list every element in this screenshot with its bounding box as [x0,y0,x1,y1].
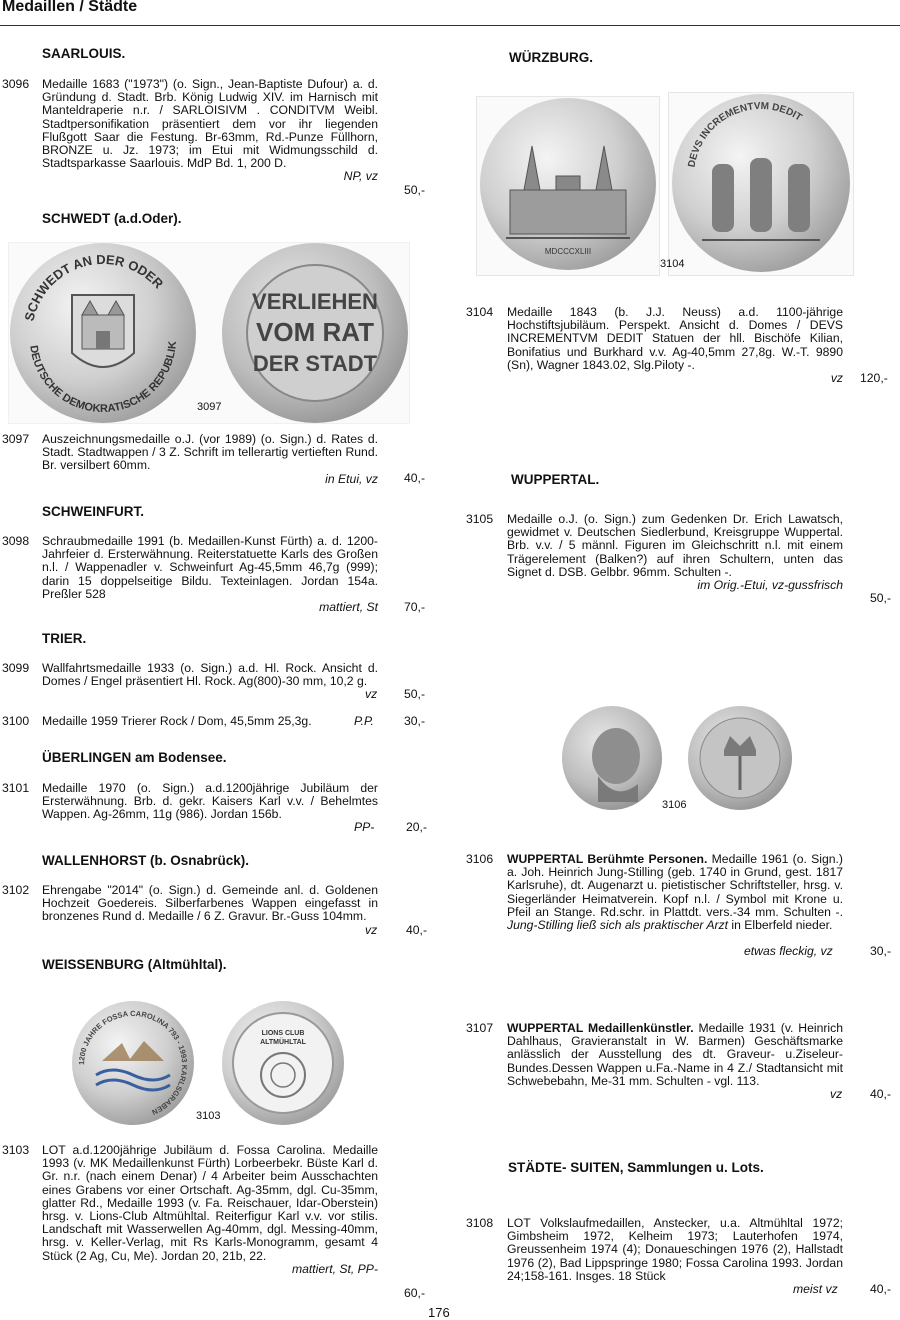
lot-price: 30,- [870,944,892,958]
lot-3108 [466,1217,898,1302]
lot-number: 3096 [2,77,30,91]
lot-description: Wallfahrtsmedaille 1933 (o. Sign.) a.d. Hl. Rock. Ansicht d. Domes / Engel präsentiert Hl. Rock. Ag(800)-30 mm, 10,2 g. [42,661,378,689]
caption-3103: 3103 [196,1110,221,1122]
coin-schwedt-reverse [222,243,408,423]
lot-description: Ehrengabe "2014" (o. Sign.) d. Gemeinde anl. d. Goldenen Hochzeit Goedereis. Silberfarbenes Wappen eingefasst in bronzenes Rund d. Medaille / 6 Z. Gravur. Br.-Guss 104mm. [42,883,378,924]
lot-3096 [2,78,432,198]
coin-wuerzburg-reverse [672,94,850,272]
lot-3103 [2,1144,432,1304]
svg-text:SCHWEDT AN DER ODER: SCHWEDT AN DER ODER [21,251,167,323]
coin-wuerzburg-obverse [480,98,656,270]
lot-number: 3099 [2,661,30,675]
lot-3104 [466,306,898,391]
lot-number: 3105 [466,512,494,526]
lot-description: Medaille 1931 (v. Heinrich Dahlhaus, Gravieranstalt in W. Barmen) Geschäftsmarke anlässlich der Ausstellung des dt. Graveur- u.Ziseleur- Bundes.Dessen Wappen u.Fa.-Name in 4 Z./ Stadtansicht mit Schwebebahn, Me-31 mm. Schulten - vgl. 113. [507,1021,843,1088]
lot-3097 [2,433,432,493]
svg-text:VERLIEHEN: VERLIEHEN [252,289,378,314]
coin-weissenburg-obverse [72,1001,194,1125]
svg-text:VOM RAT: VOM RAT [256,317,374,347]
coin-jung-stilling-obverse-art [562,706,662,810]
lot-description-end: in Elberfeld nieder. [728,918,833,933]
lot-price: 70,- [404,600,426,614]
lot-price: 30,- [404,714,426,728]
svg-text:LIONS CLUB: LIONS CLUB [261,1030,305,1037]
section-schwedt: SCHWEDT (a.d.Oder). [42,211,182,226]
svg-text:ALTMÜHLTAL: ALTMÜHLTAL [260,1039,306,1046]
lot-description: Medaille 1961 (o. Sign.) a. Joh. Heinrich Jung-Stilling (geb. 1740 in Grund, gest. 1817 Karlsruhe), dt. Augenarzt u. pietistischer Schriftsteller, hrsg. v. Siegerländer Heimatverein. Kopf n.l. / Symbol mit Krone u. Pfeil an Stange. Rd.schr. in Plattdt. vers.-34 mm. Schulten -. [507,852,843,919]
section-schweinfurt: SCHWEINFURT. [42,504,144,519]
lot-condition: vz [830,371,843,386]
lot-number: 3101 [2,781,30,795]
lot-number: 3100 [2,714,30,728]
lot-condition: vz [830,1087,843,1101]
lot-condition: im Orig.-Etui, vz-gussfrisch [697,578,843,593]
lot-3100 [2,715,432,731]
coin-weissenburg-reverse [222,1001,344,1125]
svg-text:MDCCCXLIII: MDCCCXLIII [544,247,592,256]
coin-wuerzburg-reverse-art [672,94,850,272]
lot-description: LOT Volkslaufmedaillen, Anstecker, u.a. Altmühltal 1972; Gimbsheim 1972, Kelheim 1973; Lauterhofen 1974, Greussenheim 1974 (4); Donaueschingen 1976 (2), Hallstadt 1976 (2), Bad Lippspringe 1980; Fossa Carolina 1993. Jordan 24;158-161. Insges. 18 Stück [507,1216,843,1283]
lot-price: 50,- [404,183,426,197]
lot-description: Medaille 1959 Trierer Rock / Dom, 45,5mm 25,3g. [42,714,312,728]
lot-3107 [466,1022,898,1102]
section-ueberlingen: ÜBERLINGEN am Bodensee. [42,750,227,765]
coin-weissenburg-obverse-art [72,1001,194,1125]
svg-text:DER STADT: DER STADT [252,351,378,376]
section-wuerzburg: WÜRZBURG. [509,50,593,65]
lot-price: 60,- [404,1286,426,1300]
section-staedte-suiten: STÄDTE- SUITEN, Sammlungen u. Lots. [508,1160,764,1175]
lot-3099 [2,662,432,707]
lot-3106 [466,853,898,963]
page-header [0,0,900,26]
lot-price: 50,- [404,687,426,701]
section-weissenburg: WEISSENBURG (Altmühltal). [42,957,227,972]
lot-number: 3103 [2,1143,30,1157]
lot-price: 50,- [870,591,892,605]
svg-text:DEUTSCHE DEMOKRATISCHE REPUBLI: DEUTSCHE DEMOKRATISCHE REPUBLIK [27,340,180,416]
section-wallenhorst: WALLENHORST (b. Osnabrück). [42,853,250,868]
lot-condition: mattiert, St, PP- [291,1261,378,1276]
svg-text:DEVS INCREMENTVM DEDIT: DEVS INCREMENTVM DEDIT [686,100,804,169]
lot-condition: meist vz [793,1282,838,1296]
lot-note: Jung-Stilling ließ sich als praktischer Arzt [507,918,729,933]
lot-3102 [2,884,432,944]
lot-number: 3104 [466,305,494,319]
coin-jung-stilling-reverse-art [688,706,792,810]
lot-price: 40,- [404,471,426,485]
section-saarlouis: SAARLOUIS. [42,46,126,61]
lot-number: 3102 [2,883,30,897]
coin-schwedt-obverse-art [10,243,196,423]
page-number: 176 [428,1305,450,1320]
lot-3098 [2,535,432,620]
lot-condition: in Etui, vz [325,471,378,486]
coin-weissenburg-reverse-art [222,1001,344,1125]
lot-description: LOT a.d.1200jährige Jubiläum d. Fossa Carolina. Medaille 1993 (v. MK Medaillenkunst Fürth) Lorbeerbekr. Büste Karl d. Gr. n.r. (nach einem Denar) / 4 Arbeiter beim Ausschachten eines Grabens vor einer Ortschaft. Ag-35mm, dgl. Cu-35mm, glatter Rd., Medaille 1993 (v. Fa. Reischauer, Idar-Oberstein) hrsg. v. Lions-Club Altmühltal. Reiterfigur Karl v.v. vor stilis. Landschaft mit Wasserwellen Ag-40mm, dgl. Messing-40mm, hrsg. v. Keller-Verlag, mit Rs Karls-Monogramm, gesamt 4 Stück (2 Ag, Cu, Me). Jordan 20, 21b, 22. [42,1143,378,1263]
lot-description: Medaille 1843 (b. J.J. Neuss) a.d. 1100-jährige Hochstiftsjubiläum. Perspekt. Ansicht d. Domes / DEVS INCREMENTVM DEDIT Statuen der hll. Bischöfe Kilian, Bonifatius und Burkhard v.v. Ag-40,5mm 27,8g. W.-T. 9890 (Sn), Wagner 1843.02, Slg.Piloty -. [507,305,843,372]
lot-number: 3107 [466,1021,494,1035]
lot-number: 3097 [2,432,30,446]
lot-price: 40,- [870,1282,892,1296]
coin-jung-stilling-reverse [688,706,792,810]
caption-3097: 3097 [197,401,222,413]
lot-description: Medaille o.J. (o. Sign.) zum Gedenken Dr. Erich Lawatsch, gewidmet v. Deutschen Siedlerbund, Kreisgruppe Wuppertal. Brb. v.v. / 5 männl. Figuren im Gleichschritt n.l. mit einem Trägerelement (Balken?) auf ihren Schultern, unten das Signet d. DSB. Gelbbr. 96mm. Schulten -. [507,512,843,579]
lot-price: 40,- [406,923,428,937]
lot-number: 3106 [466,852,494,866]
coin-jung-stilling-obverse [562,706,662,810]
lot-condition: PP- [354,820,375,834]
lot-description: Schraubmedaille 1991 (b. Medaillen-Kunst Fürth) a. d. 1200-Jahrfeier d. Ersterwähnung. Reiterstatuette Karls des Großen n.l. / Wappenadler v. Schweinfurt Ag-45,5mm 46,7g (999); darin 15 doppelseitige Bildu. Texteinlagen. Jordan 154a. Preßler 528 [42,534,378,601]
lot-description: Auszeichnungsmedaille o.J. (vor 1989) (o. Sign.) d. Rates d. Stadt. Stadtwappen / 3 Z. Schrift im tellerartig vertieften Rund. Br. versilbert 60mm. [42,432,378,473]
lot-number: 3098 [2,534,30,548]
lot-description: Medaille 1683 ("1973") (o. Sign., Jean-Baptiste Dufour) a. d. Gründung d. Stadt. Brb. König Ludwig XIV. im Harnisch mit Manteldraperie n.r. / SARLOISIVM . CONDITVM Weibl. Stadtpersonifikation präsentiert dem vor ihr liegenden Flußgott Saar die Festung. Br-63mm, Rd.-Punze Füllhorn, BRONZE u. Jz. 1973; im Etui mit Widmungsschild d. Stadtsparkasse Saarlouis. MdP Bd. 1, 200 D. [42,77,378,171]
lot-price: 120,- [860,371,888,385]
page-header-title: Medaillen / Städte [2,0,138,15]
lot-number: 3108 [466,1216,494,1230]
coin-schwedt-obverse [10,243,196,423]
lot-heading: WUPPERTAL Medaillenkünstler. [507,1021,694,1035]
section-trier: TRIER. [42,631,87,646]
svg-text:1200 JAHRE FOSSA CAROLINA 793: 1200 JAHRE FOSSA CAROLINA 793 - 1993 KARLSGRABEN [76,1008,190,1117]
lot-price: 20,- [406,820,428,834]
caption-3104: 3104 [660,258,685,270]
lot-price: 40,- [870,1087,892,1101]
lot-condition: vz [365,923,378,937]
lot-description: Medaille 1970 (o. Sign.) a.d.1200jährige Jubiläum der Ersterwähnung. Brb. d. gekr. Kaisers Karl v.v. / Behelmtes Wappen. Ag-26mm, 11g (986). Jordan 156b. [42,781,378,822]
lot-3101 [2,782,432,837]
section-wuppertal: WUPPERTAL. [511,472,600,487]
lot-condition: mattiert, St [319,600,378,615]
coin-schwedt-reverse-art [222,243,408,423]
lot-condition: etwas fleckig, vz [744,944,833,958]
lot-3105 [466,513,898,608]
lot-condition: vz [365,687,378,701]
caption-3106: 3106 [662,799,687,811]
lot-heading: WUPPERTAL Berühmte Personen. [507,852,708,866]
lot-condition: P.P. [354,714,374,728]
lot-condition: NP, vz [343,169,378,184]
coin-wuerzburg-obverse-art [480,98,656,270]
